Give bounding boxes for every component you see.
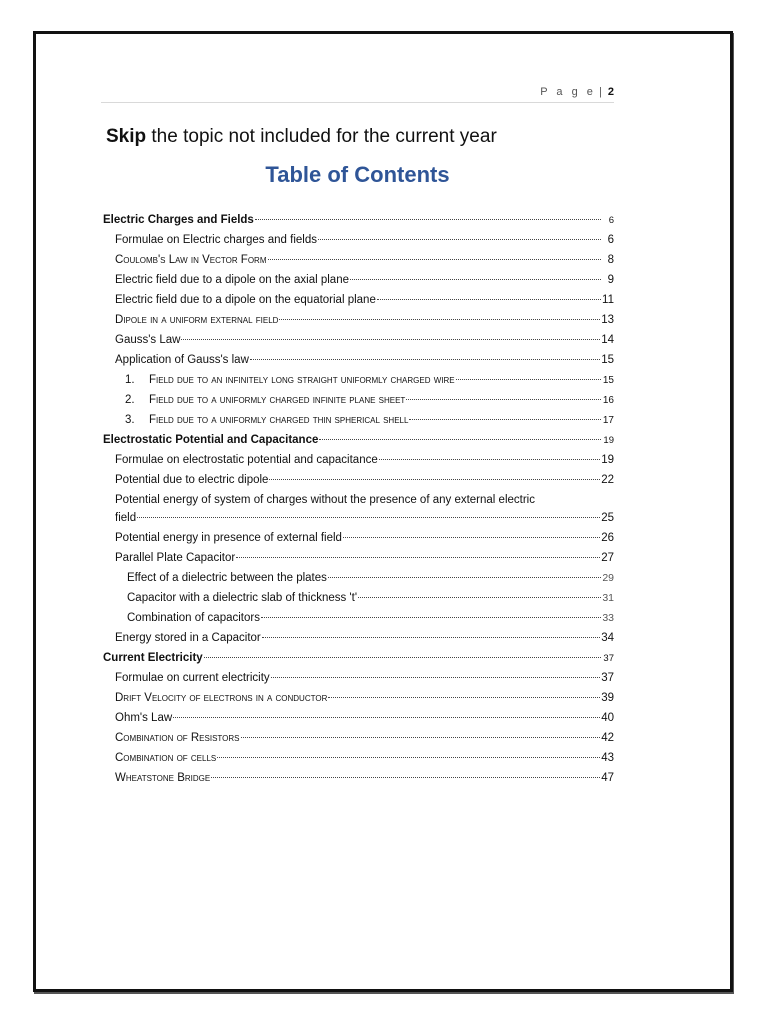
- toc-entry-page: 25: [601, 512, 614, 524]
- toc-entry-number: 2.: [125, 394, 135, 406]
- toc-entry[interactable]: [101, 490, 614, 528]
- page-number: 2: [607, 86, 614, 98]
- toc-leader-dots: [204, 645, 601, 658]
- toc-leader-dots: [350, 267, 601, 280]
- toc-entry-label: Parallel Plate Capacitor: [115, 552, 236, 564]
- skip-note: [106, 126, 497, 148]
- toc-entry-label: Gauss's Law: [115, 334, 181, 346]
- toc-entry-page: 19: [601, 454, 614, 466]
- toc-entry-page: 33: [602, 612, 614, 624]
- toc-leader-dots: [181, 327, 600, 340]
- toc-entry-page: 42: [601, 732, 614, 744]
- toc-entry-page: 27: [601, 552, 614, 564]
- toc-entry-label: Formulae on Electric charges and fields: [115, 234, 317, 246]
- toc-entry-page: 9: [607, 274, 614, 286]
- toc-leader-dots: [328, 565, 601, 578]
- page-label: P a g e: [540, 86, 596, 98]
- toc-entry-number: 3.: [125, 414, 135, 426]
- toc-entry-label: Potential energy of system of charges without the presence of any external electric: [115, 494, 535, 506]
- toc-entry[interactable]: [101, 470, 614, 490]
- toc-entry-label: Combination of Resistors: [115, 732, 240, 744]
- toc-entry-label: Field due to a uniformly charged thin spherical shell: [149, 414, 409, 426]
- toc-entry-page: 37: [603, 653, 614, 664]
- toc-entry-label: Electric field due to a dipole on the axial plane: [115, 274, 349, 286]
- toc-leader-dots: [379, 447, 600, 460]
- toc-entry-page: 39: [601, 692, 614, 704]
- toc-leader-dots: [271, 665, 601, 678]
- toc-entry-label-cont: field: [115, 512, 137, 524]
- toc-entry-label: Combination of capacitors: [127, 612, 260, 624]
- toc-leader-dots: [269, 467, 600, 480]
- toc-entry-label: Energy stored in a Capacitor: [115, 632, 261, 644]
- toc-entry-page: 8: [607, 254, 614, 266]
- toc-leader-dots: [328, 685, 600, 698]
- toc-entry-page: 29: [602, 572, 614, 584]
- toc-entry-number: 1.: [125, 374, 135, 386]
- table-of-contents: [101, 210, 614, 788]
- toc-entry-label: Formulae on current electricity: [115, 672, 270, 684]
- toc-entry-page: 34: [601, 632, 614, 644]
- toc-leader-dots: [318, 227, 601, 240]
- toc-leader-dots: [358, 585, 601, 598]
- toc-entry-label: Electric Charges and Fields: [103, 214, 254, 226]
- toc-entry[interactable]: [101, 768, 614, 788]
- toc-entry-page: 6: [607, 234, 614, 246]
- toc-entry-label: Field due to an infinitely long straight uniformly charged wire: [149, 374, 455, 386]
- toc-entry-page: 31: [602, 592, 614, 604]
- toc-entry-page: 16: [602, 395, 614, 406]
- toc-leader-dots: [250, 347, 600, 360]
- toc-entry-page: 11: [602, 294, 614, 306]
- toc-leader-dots: [377, 287, 601, 300]
- skip-note-text: the topic not included for the current year: [146, 126, 497, 147]
- toc-entry-label: Electrostatic Potential and Capacitance: [103, 434, 319, 446]
- toc-entry-label: Coulomb's Law in Vector Form: [115, 254, 267, 266]
- toc-entry-label: Capacitor with a dielectric slab of thickness 't': [127, 592, 358, 604]
- toc-leader-dots: [343, 525, 600, 538]
- toc-entry-page: 14: [601, 334, 614, 346]
- toc-leader-dots: [261, 605, 601, 618]
- toc-entry-page: 19: [603, 435, 614, 446]
- toc-entry-label: Dipole in a uniform external field: [115, 314, 279, 326]
- toc-leader-dots: [241, 725, 601, 738]
- toc-leader-dots: [409, 407, 601, 420]
- toc-entry-label: Drift Velocity of electrons in a conductor: [115, 692, 328, 704]
- toc-leader-dots: [211, 765, 600, 778]
- toc-title: Table of Contents: [265, 162, 450, 187]
- toc-leader-dots: [319, 427, 601, 440]
- toc-entry-label: Formulae on electrostatic potential and capacitance: [115, 454, 378, 466]
- toc-entry-label: Field due to a uniformly charged infinite plane sheet: [149, 394, 406, 406]
- toc-entry-label: Combination of cells: [115, 752, 217, 764]
- toc-entry-label: Effect of a dielectric between the plates: [127, 572, 327, 584]
- toc-entry-page: 6: [608, 215, 614, 226]
- toc-leader-dots: [279, 307, 600, 320]
- toc-entry-label: Current Electricity: [103, 652, 203, 664]
- toc-leader-dots: [406, 387, 601, 400]
- toc-leader-dots: [137, 505, 600, 518]
- toc-entry-page: 40: [601, 712, 614, 724]
- toc-entry-page: 43: [601, 752, 614, 764]
- toc-leader-dots: [236, 545, 600, 558]
- toc-entry-label: Potential due to electric dipole: [115, 474, 269, 486]
- toc-entry-page: 17: [602, 415, 614, 426]
- toc-leader-dots: [255, 207, 601, 220]
- toc-entry-label: Application of Gauss's law: [115, 354, 249, 366]
- toc-entry-page: 15: [602, 375, 614, 386]
- toc-leader-dots: [173, 705, 600, 718]
- toc-entry-page: 22: [601, 474, 614, 486]
- toc-entry-label: Ohm's Law: [115, 712, 173, 724]
- toc-leader-dots: [217, 745, 600, 758]
- toc-leader-dots: [262, 625, 600, 638]
- toc-entry-page: 37: [601, 672, 614, 684]
- toc-leader-dots: [456, 367, 601, 380]
- skip-note-bold: Skip: [106, 126, 147, 147]
- toc-leader-dots: [268, 247, 602, 260]
- page-header: [101, 86, 614, 103]
- toc-entry-page: 26: [601, 532, 614, 544]
- toc-entry-page: 47: [601, 772, 614, 784]
- toc-entry-label: Wheatstone Bridge: [115, 772, 211, 784]
- toc-entry-page: 15: [601, 354, 614, 366]
- toc-entry-continuation: [115, 508, 614, 526]
- toc-entry-label: Electric field due to a dipole on the equatorial plane: [115, 294, 376, 306]
- toc-entry-label: Potential energy in presence of external field: [115, 532, 342, 544]
- toc-entry-page: 13: [601, 314, 614, 326]
- page-separator: |: [598, 86, 602, 98]
